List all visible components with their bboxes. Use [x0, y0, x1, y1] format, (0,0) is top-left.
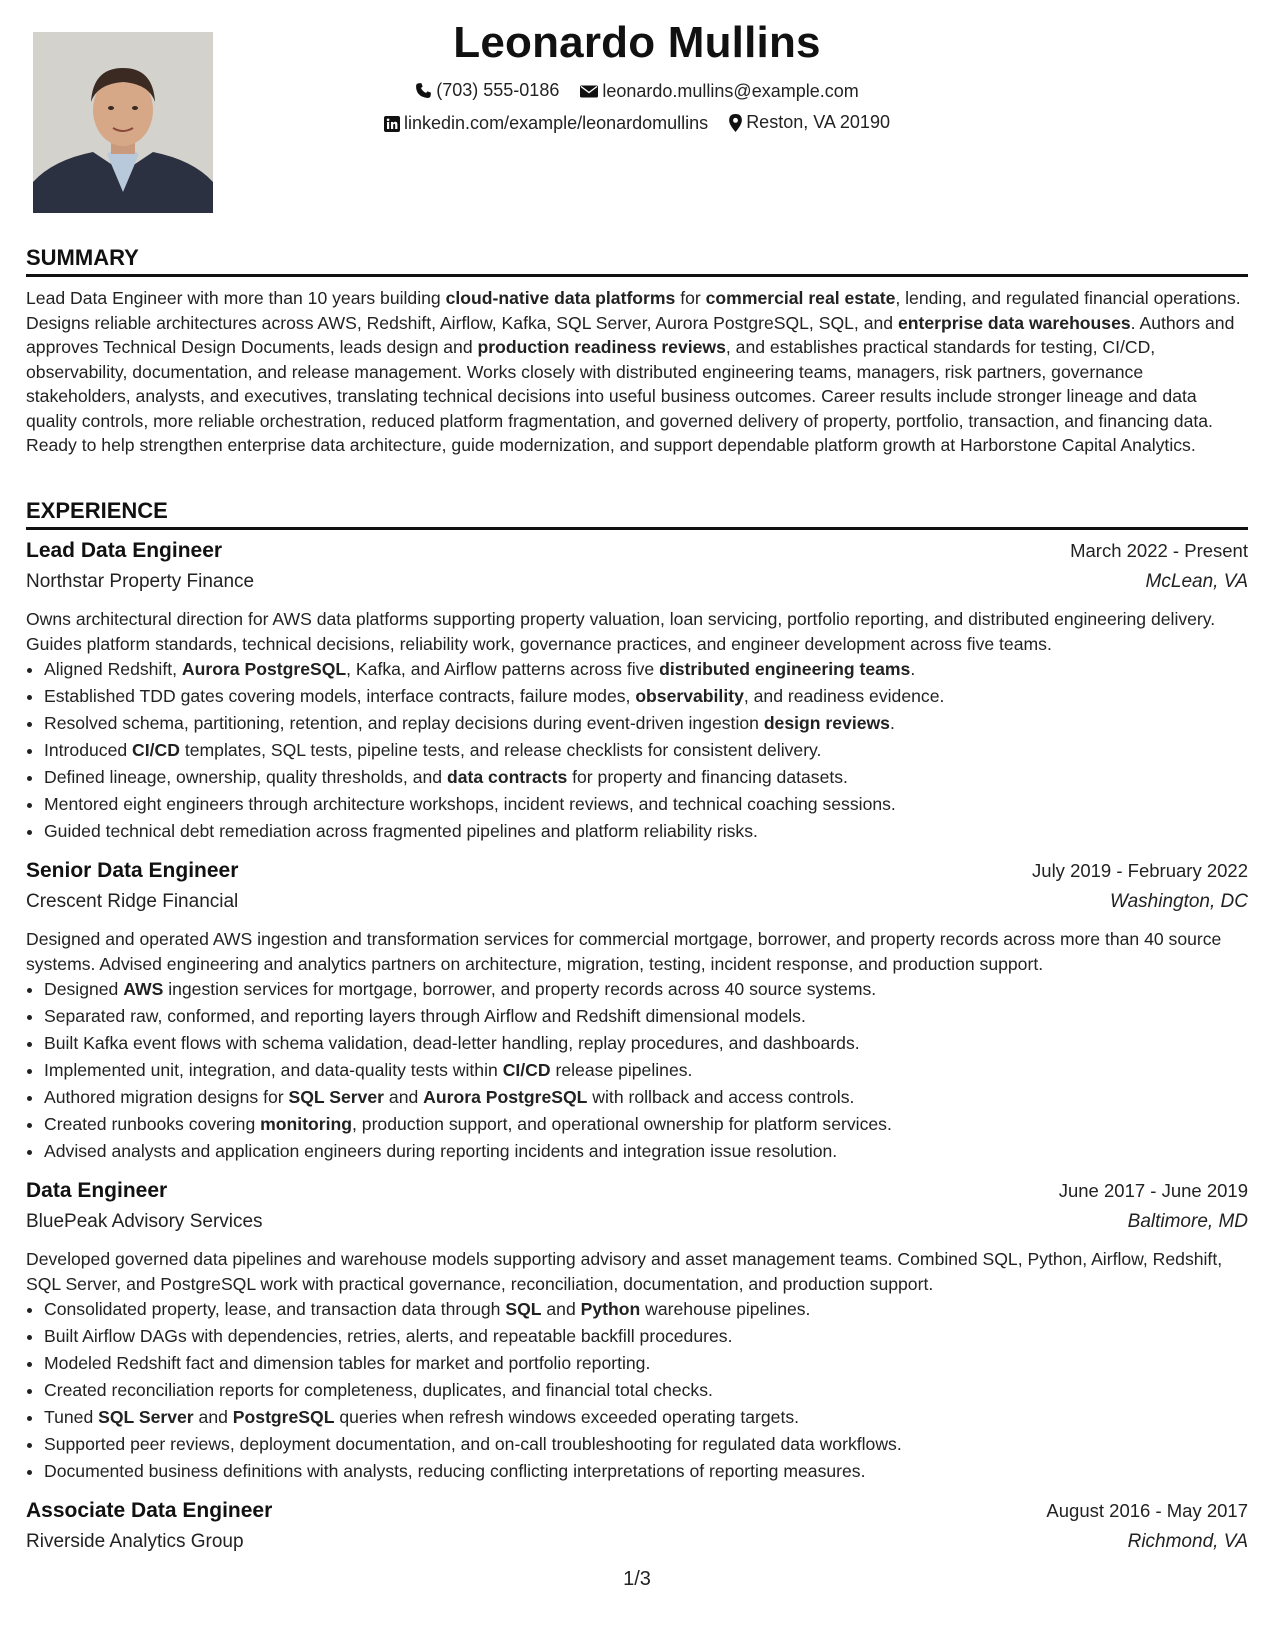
job-location: McLean, VA: [1145, 571, 1248, 592]
job-entry: [26, 859, 1248, 1165]
text-run: and: [193, 1407, 233, 1427]
text-run: Built Kafka event flows with schema validation, dead-letter handling, replay procedures, and dashboards.: [44, 1033, 860, 1053]
job-subheader: [26, 571, 1248, 603]
list-item: [44, 1030, 1248, 1057]
linkedin-icon: [384, 116, 400, 132]
text-run: Resolved schema, partitioning, retention, and replay decisions during event-driven ingestion: [44, 713, 764, 733]
job-subheader: [26, 1531, 1248, 1563]
list-item: [44, 737, 1248, 764]
text-run: .: [910, 659, 916, 679]
bold-keyword: Aurora PostgreSQL: [181, 659, 347, 679]
text-run: for property and financing datasets.: [567, 767, 848, 787]
list-item: [44, 1323, 1248, 1350]
summary-paragraph: [26, 286, 1248, 458]
text-run: Designed: [44, 979, 124, 999]
text-run: for: [675, 288, 706, 308]
bold-keyword: Python: [580, 1299, 641, 1319]
job-company: Crescent Ridge Financial: [26, 891, 239, 912]
text-run: Separated raw, conformed, and reporting layers through Airflow and Redshift dimensional models.: [44, 1006, 806, 1026]
text-run: Defined lineage, ownership, quality thresholds, and: [44, 767, 447, 787]
job-entry: [26, 1179, 1248, 1485]
list-item: [44, 791, 1248, 818]
job-header: [26, 1179, 1248, 1211]
text-run: Built Airflow DAGs with dependencies, retries, alerts, and repeatable backfill procedures.: [44, 1326, 733, 1346]
experience-heading: EXPERIENCE: [26, 498, 1248, 530]
bold-keyword: monitoring: [260, 1114, 353, 1134]
bold-keyword: cloud-native data platforms: [445, 288, 676, 308]
text-run: release pipelines.: [550, 1060, 693, 1080]
text-run: templates, SQL tests, pipeline tests, and release checklists for consistent delivery.: [179, 740, 822, 760]
job-location: Richmond, VA: [1127, 1531, 1248, 1552]
candidate-name: Leonardo Mullins: [453, 18, 821, 67]
bold-keyword: SQL Server: [288, 1087, 385, 1107]
bold-keyword: observability: [635, 686, 744, 706]
bold-keyword: data contracts: [446, 767, 568, 787]
job-company: Riverside Analytics Group: [26, 1531, 244, 1552]
text-run: and: [541, 1299, 581, 1319]
text-run: , production support, and operational ownership for platform services.: [352, 1114, 892, 1134]
list-item: [44, 1431, 1248, 1458]
bold-keyword: enterprise data warehouses: [897, 312, 1131, 333]
list-item: [44, 1404, 1248, 1431]
job-title: Associate Data Engineer: [26, 1499, 273, 1522]
text-run: and: [384, 1087, 424, 1107]
text-run: , and readiness evidence.: [743, 686, 945, 706]
bold-keyword: SQL: [505, 1299, 542, 1319]
job-description: Owns architectural direction for AWS data platforms supporting property valuation, loan servicing, portfolio reporting, and distributed engineering delivery. Guides platform standards, technical decisions, reliability work, governance practices, and engineer development across five teams.: [26, 609, 1216, 654]
text-run: Guided technical debt remediation across fragmented pipelines and platform reliability risks.: [44, 821, 758, 841]
job-dates: June 2017 - June 2019: [1058, 1180, 1248, 1201]
list-item: [44, 656, 1248, 683]
bold-keyword: CI/CD: [502, 1060, 551, 1080]
text-run: Tuned: [44, 1407, 99, 1427]
job-header: [26, 539, 1248, 571]
job-location: Washington, DC: [1110, 891, 1248, 912]
text-run: Supported peer reviews, deployment documentation, and on-call troubleshooting for regulated data workflows.: [44, 1434, 902, 1454]
text-run: queries when refresh windows exceeded operating targets.: [334, 1407, 800, 1427]
bold-keyword: commercial real estate: [705, 288, 896, 308]
list-item: [44, 710, 1248, 737]
job-description: Developed governed data pipelines and warehouse models supporting advisory and asset management teams. Combined SQL, Python, Airflow, Redshift, SQL Server, and PostgreSQL work with practical governance, reconciliation, documentation, and production support.: [26, 1249, 1223, 1294]
list-item: [44, 1084, 1248, 1111]
bold-keyword: distributed engineering teams: [659, 659, 911, 679]
job-title: Lead Data Engineer: [26, 539, 223, 562]
contact-row-1: [26, 80, 1248, 104]
job-dates: July 2019 - February 2022: [1032, 860, 1248, 881]
job-description: Designed and operated AWS ingestion and transformation services for commercial mortgage, borrower, and property records across more than 40 source systems. Advised engineering and analytics partners on architecture, migration, testing, incident response, and production support.: [26, 929, 1222, 974]
text-run: .: [889, 713, 895, 733]
phone-text: (703) 555-0186: [436, 80, 560, 100]
list-item: [44, 1350, 1248, 1377]
list-item: [44, 976, 1248, 1003]
text-run: Documented business definitions with analysts, reducing conflicting interpretations of reporting measures.: [44, 1461, 866, 1481]
list-item: [44, 1111, 1248, 1138]
page-number: 1/3: [623, 1568, 651, 1590]
job-dates: August 2016 - May 2017: [1046, 1500, 1248, 1521]
email-icon: [580, 84, 598, 99]
linkedin-contact[interactable]: [384, 113, 708, 134]
email-contact[interactable]: [580, 81, 858, 102]
phone-contact: [415, 80, 559, 101]
bold-keyword: production readiness reviews: [477, 337, 726, 357]
map-pin-icon: [729, 114, 742, 132]
resume-page: [26, 0, 1248, 1590]
job-header: [26, 1499, 1248, 1531]
bold-keyword: PostgreSQL: [232, 1407, 335, 1427]
list-item: [44, 1138, 1248, 1165]
list-item: [44, 764, 1248, 791]
list-item: [44, 1296, 1248, 1323]
job-bullets: [26, 1296, 1248, 1485]
job-header: [26, 859, 1248, 891]
list-item: [44, 818, 1248, 845]
text-run: Authored migration designs for: [44, 1087, 289, 1107]
job-company: Northstar Property Finance: [26, 571, 255, 592]
job-bullets: [26, 656, 1248, 845]
list-item: [44, 1377, 1248, 1404]
bold-keyword: design reviews: [763, 713, 890, 733]
job-company: BluePeak Advisory Services: [26, 1211, 263, 1232]
job-dates: March 2022 - Present: [1070, 540, 1248, 561]
job-bullets: [26, 976, 1248, 1165]
experience-list: [26, 539, 1248, 1577]
phone-icon: [415, 82, 432, 99]
text-run: , Kafka, and Airflow patterns across five: [346, 659, 660, 679]
bold-keyword: AWS: [123, 979, 164, 999]
text-run: ingestion services for mortgage, borrower, and property records across 40 source systems.: [163, 979, 877, 999]
job-subheader: [26, 1211, 1248, 1243]
list-item: [44, 1003, 1248, 1030]
text-run: Introduced: [44, 740, 133, 760]
summary-heading: SUMMARY: [26, 245, 1248, 277]
location-contact: [729, 112, 890, 133]
text-run: Aligned Redshift,: [44, 659, 182, 679]
job-entry: [26, 539, 1248, 845]
job-subheader: [26, 891, 1248, 923]
linkedin-text[interactable]: linkedin.com/example/leonardomullins: [404, 113, 709, 133]
text-run: , and establishes practical standards for testing, CI/CD, observability, documentation, and release management. Works closely with distributed engineering teams, managers, risk partners, governance stakeholders, analysts, and executives, translating technical decisions into useful business outcomes. Career results include stronger lineage and data quality controls, more reliable orchestration, reduced platform fragmentation, and governed delivery of property, portfolio, transaction, and financing data. Ready to help strengthen enterprise data architecture, guide modernization, and support dependable platform growth at Harborstone Capital Analytics.: [26, 337, 1213, 455]
list-item: [44, 683, 1248, 710]
text-run: Modeled Redshift fact and dimension tables for market and portfolio reporting.: [44, 1353, 651, 1373]
text-run: Created runbooks covering: [44, 1114, 261, 1134]
resume-header: [26, 0, 1248, 230]
bold-keyword: SQL Server: [98, 1407, 194, 1427]
text-run: warehouse pipelines.: [640, 1299, 811, 1319]
text-run: Established TDD gates covering models, interface contracts, failure modes,: [44, 686, 636, 706]
bold-keyword: CI/CD: [132, 740, 180, 760]
text-run: Created reconciliation reports for completeness, duplicates, and financial total checks.: [44, 1380, 713, 1400]
text-run: Lead Data Engineer with more than 10 years building: [26, 288, 446, 308]
job-entry: [26, 1499, 1248, 1563]
job-location: Baltimore, MD: [1127, 1211, 1248, 1232]
contact-row-2: [26, 112, 1248, 137]
text-run: Mentored eight engineers through architecture workshops, incident reviews, and technical coaching sessions.: [44, 794, 896, 814]
job-title: Data Engineer: [26, 1179, 168, 1202]
text-run: Implemented unit, integration, and data-quality tests within: [44, 1060, 503, 1080]
text-run: Advised analysts and application engineers during reporting incidents and integration issue resolution.: [44, 1141, 838, 1161]
text-run: Consolidated property, lease, and transaction data through: [44, 1299, 506, 1319]
text-run: . Authors and approves Technical Design Documents, leads design and: [26, 312, 1235, 357]
text-run: , lending, and regulated financial operations. Designs reliable architectures across AWS, Redshift, Airflow, Kafka, SQL Server, Aurora PostgreSQL, SQL, and: [26, 288, 1241, 333]
list-item: [44, 1458, 1248, 1485]
bold-keyword: Aurora PostgreSQL: [423, 1087, 588, 1107]
job-title: Senior Data Engineer: [26, 859, 239, 882]
text-run: with rollback and access controls.: [587, 1087, 855, 1107]
list-item: [44, 1057, 1248, 1084]
email-text[interactable]: leonardo.mullins@example.com: [602, 81, 859, 101]
location-text: Reston, VA 20190: [746, 112, 890, 132]
